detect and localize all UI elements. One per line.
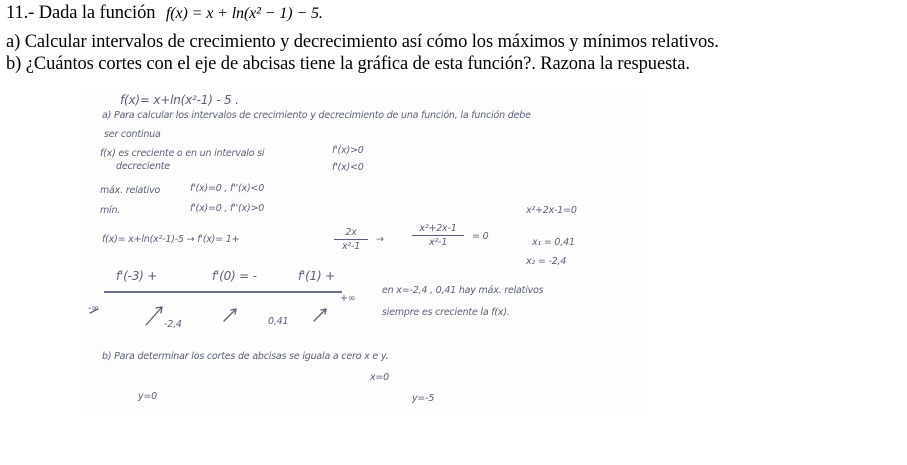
function-formula: f(x) = x + ln(x² − 1) − 5. xyxy=(165,5,323,22)
hw-increasing-text: f(x) es creciente o en un intervalo si xyxy=(100,148,265,159)
hw-intro-line: a) Para calcular los intervalos de crecimiento y decrecimiento de una función, la función debe xyxy=(102,110,531,121)
hw-decreasing-cond: f'(x)<0 xyxy=(332,162,364,173)
hw-continuous-line: ser continua xyxy=(104,129,161,140)
hw-min-cond: f'(x)=0 , f''(x)>0 xyxy=(190,203,265,214)
hw-sign-1: f'(-3) + xyxy=(116,269,158,283)
hw-fraction-1-den: x²-1 xyxy=(341,241,361,252)
hw-min-label: mín. xyxy=(100,205,121,216)
hw-increasing-cond: f'(x)>0 xyxy=(332,145,364,156)
hw-conclusion-1: en x=-2,4 , 0,41 hay máx. relativos xyxy=(382,285,544,296)
hw-plus-infinity: +∞ xyxy=(340,293,356,304)
hw-conclusion-2: siempre es creciente la f(x). xyxy=(382,307,510,318)
hw-x-zero: x=0 xyxy=(370,372,390,383)
hw-mark-neg-2-4: -2,4 xyxy=(164,319,182,330)
hw-sign-2: f'(0) = - xyxy=(212,269,257,283)
hw-arrow: → xyxy=(376,234,384,245)
problem-title-text: 11.- Dada la función xyxy=(6,3,156,23)
hw-minus-infinity: -∞ xyxy=(88,303,99,314)
hw-arrow-up-3 xyxy=(314,309,326,321)
hw-part-b-line: b) Para determinar los cortes de abcisas se iguala a cero x e y. xyxy=(102,351,389,362)
question-a: a) Calcular intervalos de crecimiento y decrecimiento así cómo los máximos y mínimos relativos. xyxy=(6,32,719,52)
hw-quadratic-eq: x²+2x-1=0 xyxy=(526,205,577,216)
handwritten-solution-scan xyxy=(86,89,642,411)
hw-fraction-1-num: 2x xyxy=(345,227,357,238)
hw-arrows xyxy=(86,89,642,411)
hw-fraction-2-den: x²-1 xyxy=(428,237,448,248)
hw-function-line: f(x)= x+ln(x²-1) - 5 . xyxy=(120,93,239,107)
hw-sign-3: f'(1) + xyxy=(298,269,335,283)
hw-arrow-up-2 xyxy=(224,309,236,321)
hw-max-label: máx. relativo xyxy=(100,185,161,196)
question-b: b) ¿Cuántos cortes con el eje de abcisas tiene la gráfica de esta función?. Razona la respuesta. xyxy=(6,54,690,74)
hw-decreasing-text: decreciente xyxy=(116,161,170,172)
hw-root-2: x₂ = -2,4 xyxy=(526,256,567,267)
hw-fraction-2-num: x²+2x-1 xyxy=(419,223,457,234)
hw-mark-0-41: 0,41 xyxy=(268,316,289,327)
hw-y-zero: y=0 xyxy=(138,391,158,402)
hw-y-minus-5: y=-5 xyxy=(412,393,435,404)
hw-tick-left xyxy=(90,309,98,313)
problem-title xyxy=(6,3,323,24)
hw-arrow-up-1 xyxy=(146,307,162,325)
hw-max-cond: f'(x)=0 , f''(x)<0 xyxy=(190,183,265,194)
hw-derivative-line: f(x)= x+ln(x²-1)-5 → f'(x)= 1+ xyxy=(102,234,240,245)
hw-equals-zero: = 0 xyxy=(472,231,489,242)
hw-root-1: x₁ = 0,41 xyxy=(532,237,575,248)
